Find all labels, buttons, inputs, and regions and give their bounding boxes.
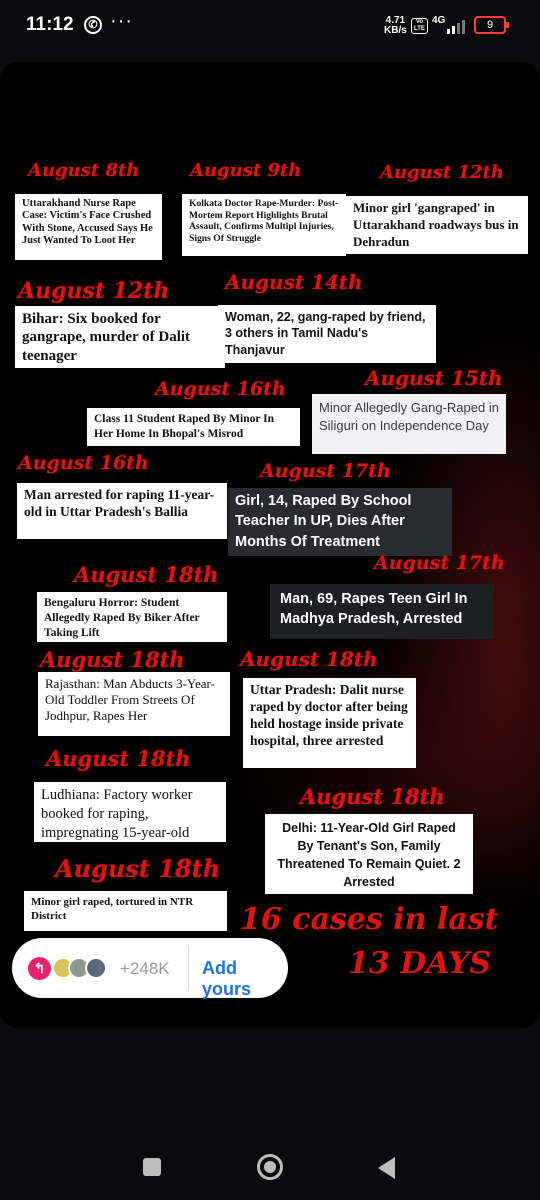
status-time: 11:12: [26, 14, 74, 35]
headline-card: Class 11 Student Raped By Minor In Her Home In Bhopal's Misrod: [87, 408, 300, 446]
date-label: August 8th: [28, 160, 140, 181]
circle-home-icon[interactable]: [257, 1154, 283, 1180]
date-label: August 17th: [260, 460, 391, 482]
network-type: 4G: [432, 15, 446, 26]
triangle-back-icon[interactable]: [378, 1157, 395, 1179]
add-yours-button[interactable]: Add yours: [202, 958, 252, 999]
headline-card: Rajasthan: Man Abducts 3-Year-Old Toddler From Streets Of Jodhpur, Rapes Her: [38, 672, 230, 736]
date-label: August 18th: [240, 647, 378, 671]
avatar: [85, 957, 107, 979]
date-label: August 12th: [18, 278, 170, 304]
more-notifications-icon: ···: [110, 10, 133, 32]
divider: [188, 946, 189, 990]
date-label: August 18th: [74, 562, 219, 587]
add-yours-sticker[interactable]: [12, 938, 288, 998]
network-speed-unit: KB/s: [384, 25, 407, 36]
headline-card: Man arrested for raping 11-year-old in Uttar Pradesh's Ballia: [17, 483, 227, 539]
headline-card: Uttar Pradesh: Dalit nurse raped by doctor after being held hostage inside private hospital, three arrested: [243, 678, 416, 768]
headline-card: Girl, 14, Raped By School Teacher In UP, Dies After Months Of Treatment: [228, 488, 452, 556]
headline-card: Delhi: 11-Year-Old Girl Raped By Tenant's Son, Family Threatened To Remain Quiet. 2 Arrested: [265, 814, 473, 894]
headline-card: Minor girl 'gangraped' in Uttarakhand roadways bus in Dehradun: [346, 196, 528, 254]
headline-card: Bengaluru Horror: Student Allegedly Raped By Biker After Taking Lift: [37, 592, 227, 642]
date-label: August 18th: [40, 647, 185, 672]
date-label: August 17th: [374, 552, 505, 574]
whatsapp-notification-icon: ✆: [84, 16, 102, 34]
network-speed: [384, 16, 407, 36]
date-label: August 16th: [18, 452, 149, 474]
summary-line-1: 16 cases in last: [240, 902, 499, 937]
date-label: August 9th: [190, 160, 302, 181]
headline-card: Man, 69, Rapes Teen Girl In Madhya Pradesh, Arrested: [270, 584, 494, 639]
date-label: August 18th: [46, 746, 191, 771]
date-label: August 12th: [380, 162, 504, 183]
volte-icon: Vo LTE: [411, 18, 428, 34]
story-image: [0, 62, 540, 1028]
battery-icon: 9: [474, 16, 506, 34]
headline-card: Kolkata Doctor Rape-Murder: Post-Mortem Report Highlights Brutal Assault, Confirms Multipl Injuries, Signs Of Struggle: [182, 194, 346, 256]
headline-card: Bihar: Six booked for gangrape, murder of Dalit teenager: [15, 306, 225, 368]
date-label: August 18th: [55, 854, 221, 883]
participants-count: +248K: [120, 959, 170, 978]
headline-card: Minor Allegedly Gang-Raped in Siliguri on Independence Day: [312, 394, 506, 454]
headline-card: Ludhiana: Factory worker booked for raping, impregnating 15-year-old: [34, 782, 226, 842]
square-icon[interactable]: [143, 1158, 161, 1176]
headline-card: Uttarakhand Nurse Rape Case: Victim's Face Crushed With Stone, Accused Says He Just Wanted To Loot Her: [15, 194, 162, 260]
network-speed-value: 4.71: [385, 15, 406, 26]
date-label: August 18th: [300, 784, 445, 809]
headline-card: Minor girl raped, tortured in NTR District: [24, 891, 227, 931]
signal-icon: [446, 18, 468, 34]
date-label: August 14th: [225, 270, 363, 294]
reply-arrow-icon: ↰: [28, 957, 51, 980]
headline-card: Woman, 22, gang-raped by friend, 3 others in Tamil Nadu's Thanjavur: [218, 305, 436, 363]
summary-line-2: 13 DAYS: [348, 946, 492, 981]
date-label: August 15th: [365, 366, 503, 390]
status-bar: [0, 0, 540, 56]
date-label: August 16th: [155, 378, 286, 400]
